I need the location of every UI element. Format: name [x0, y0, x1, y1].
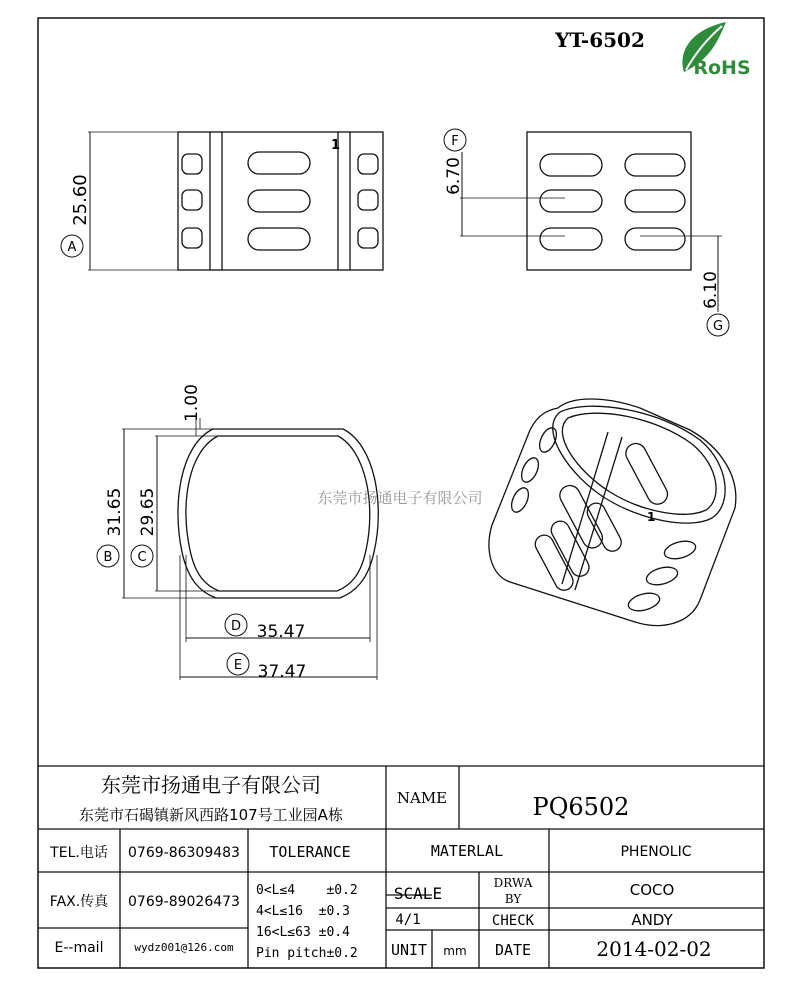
front-slot — [248, 228, 310, 250]
dim-e-value: 37.47 — [257, 662, 307, 682]
top-inner-outline — [186, 436, 370, 591]
dim-f-value: 6.70 — [444, 157, 464, 195]
top-view — [97, 418, 378, 680]
email-value: wydz001@126.com — [134, 941, 234, 954]
front-body — [178, 132, 383, 270]
side-slot — [540, 228, 602, 250]
iso-divider — [575, 437, 622, 590]
company-address: 东莞市石碣镇新风西路107号工业园A栋 — [79, 806, 343, 824]
tolerance-line-2: 4<L≤16 ±0.3 — [256, 904, 350, 919]
iso-slot — [556, 482, 606, 551]
front-pin-notch — [182, 154, 202, 174]
dim-a-label: A — [67, 240, 77, 255]
front-pin-notch — [358, 228, 378, 248]
dim-b-label: B — [103, 550, 113, 565]
fax-value: 0769-89026473 — [128, 894, 240, 910]
side-body — [527, 132, 691, 270]
drawn-by-label-2: BY — [504, 892, 522, 906]
front-pin-notch — [358, 154, 378, 174]
dim-g-label: G — [712, 319, 724, 334]
watermark: 东莞市扬通电子有限公司 — [317, 489, 483, 507]
side-slot — [625, 228, 685, 250]
tolerance-line-1: 0<L≤4 ±0.2 — [256, 883, 358, 898]
unit-label: UNIT — [390, 941, 428, 959]
name-label: NAME — [396, 789, 448, 807]
rohs-logo — [683, 22, 751, 79]
part-code: YT-6502 — [555, 28, 645, 52]
wall-thickness-value: 1.00 — [182, 384, 202, 422]
drawn-by-label-1: DRWA — [493, 876, 533, 890]
iso-pin-notch — [518, 455, 542, 484]
iso-slot — [584, 500, 624, 554]
iso-pin-notch — [626, 590, 661, 614]
side-slot — [540, 154, 602, 176]
scale-value: 4/1 — [395, 912, 421, 928]
iso-pin-notch — [536, 425, 560, 454]
rohs-text: RoHS — [693, 57, 751, 79]
date-value: 2014-02-02 — [596, 937, 712, 961]
name-value: PQ6502 — [532, 793, 630, 821]
drawn-by-value: COCO — [629, 881, 675, 899]
front-slot — [248, 190, 310, 212]
tel-label: TEL.电话 — [50, 845, 108, 861]
email-label: E--mail — [54, 940, 104, 956]
front-pin-notch — [358, 190, 378, 210]
dim-g-value: 6.10 — [701, 271, 721, 309]
iso-pin-notch — [644, 564, 679, 588]
tel-value: 0769-86309483 — [128, 845, 240, 861]
iso-slot — [532, 532, 576, 593]
iso-pin-notch — [508, 485, 532, 514]
scale-label: SCALE — [393, 884, 443, 903]
unit-value: mm — [443, 944, 467, 958]
iso-slot — [622, 440, 671, 508]
dim-f-label: F — [451, 134, 459, 149]
dim-e-label: E — [233, 658, 243, 673]
isometric-view — [489, 399, 736, 626]
fax-label: FAX.传真 — [49, 894, 109, 910]
side-slot — [625, 190, 685, 212]
dim-a-value: 25.60 — [70, 174, 91, 226]
iso-divider — [562, 432, 608, 584]
date-label: DATE — [494, 941, 532, 959]
front-pin-notch — [182, 228, 202, 248]
dim-d-value: 35.47 — [256, 622, 306, 642]
check-value: ANDY — [631, 911, 673, 929]
material-value: PHENOLIC — [620, 844, 692, 860]
check-label: CHECK — [491, 913, 535, 929]
front-pin-notch — [182, 190, 202, 210]
side-view — [444, 129, 729, 336]
tolerance-line-3: 16<L≤63 ±0.4 — [256, 925, 350, 940]
tolerance-label: TOLERANCE — [269, 843, 351, 861]
top-outer-outline — [178, 429, 378, 598]
iso-slot — [548, 518, 592, 579]
front-slot — [248, 152, 310, 174]
dim-b-value: 31.65 — [105, 487, 125, 537]
iso-pin-notch — [662, 538, 697, 562]
iso-pin1-mark: 1 — [647, 510, 656, 524]
material-label: MATERLAL — [430, 842, 504, 860]
dim-c-label: C — [137, 550, 147, 565]
dim-d-label: D — [230, 619, 242, 634]
tolerance-line-4: Pin pitch±0.2 — [256, 946, 358, 961]
side-slot — [540, 190, 602, 212]
side-slot — [625, 154, 685, 176]
dim-c-value: 29.65 — [138, 487, 158, 537]
iso-top-rim-inner — [562, 413, 716, 514]
front-pin1-mark: 1 — [331, 138, 341, 153]
company-name: 东莞市扬通电子有限公司 — [101, 773, 321, 797]
